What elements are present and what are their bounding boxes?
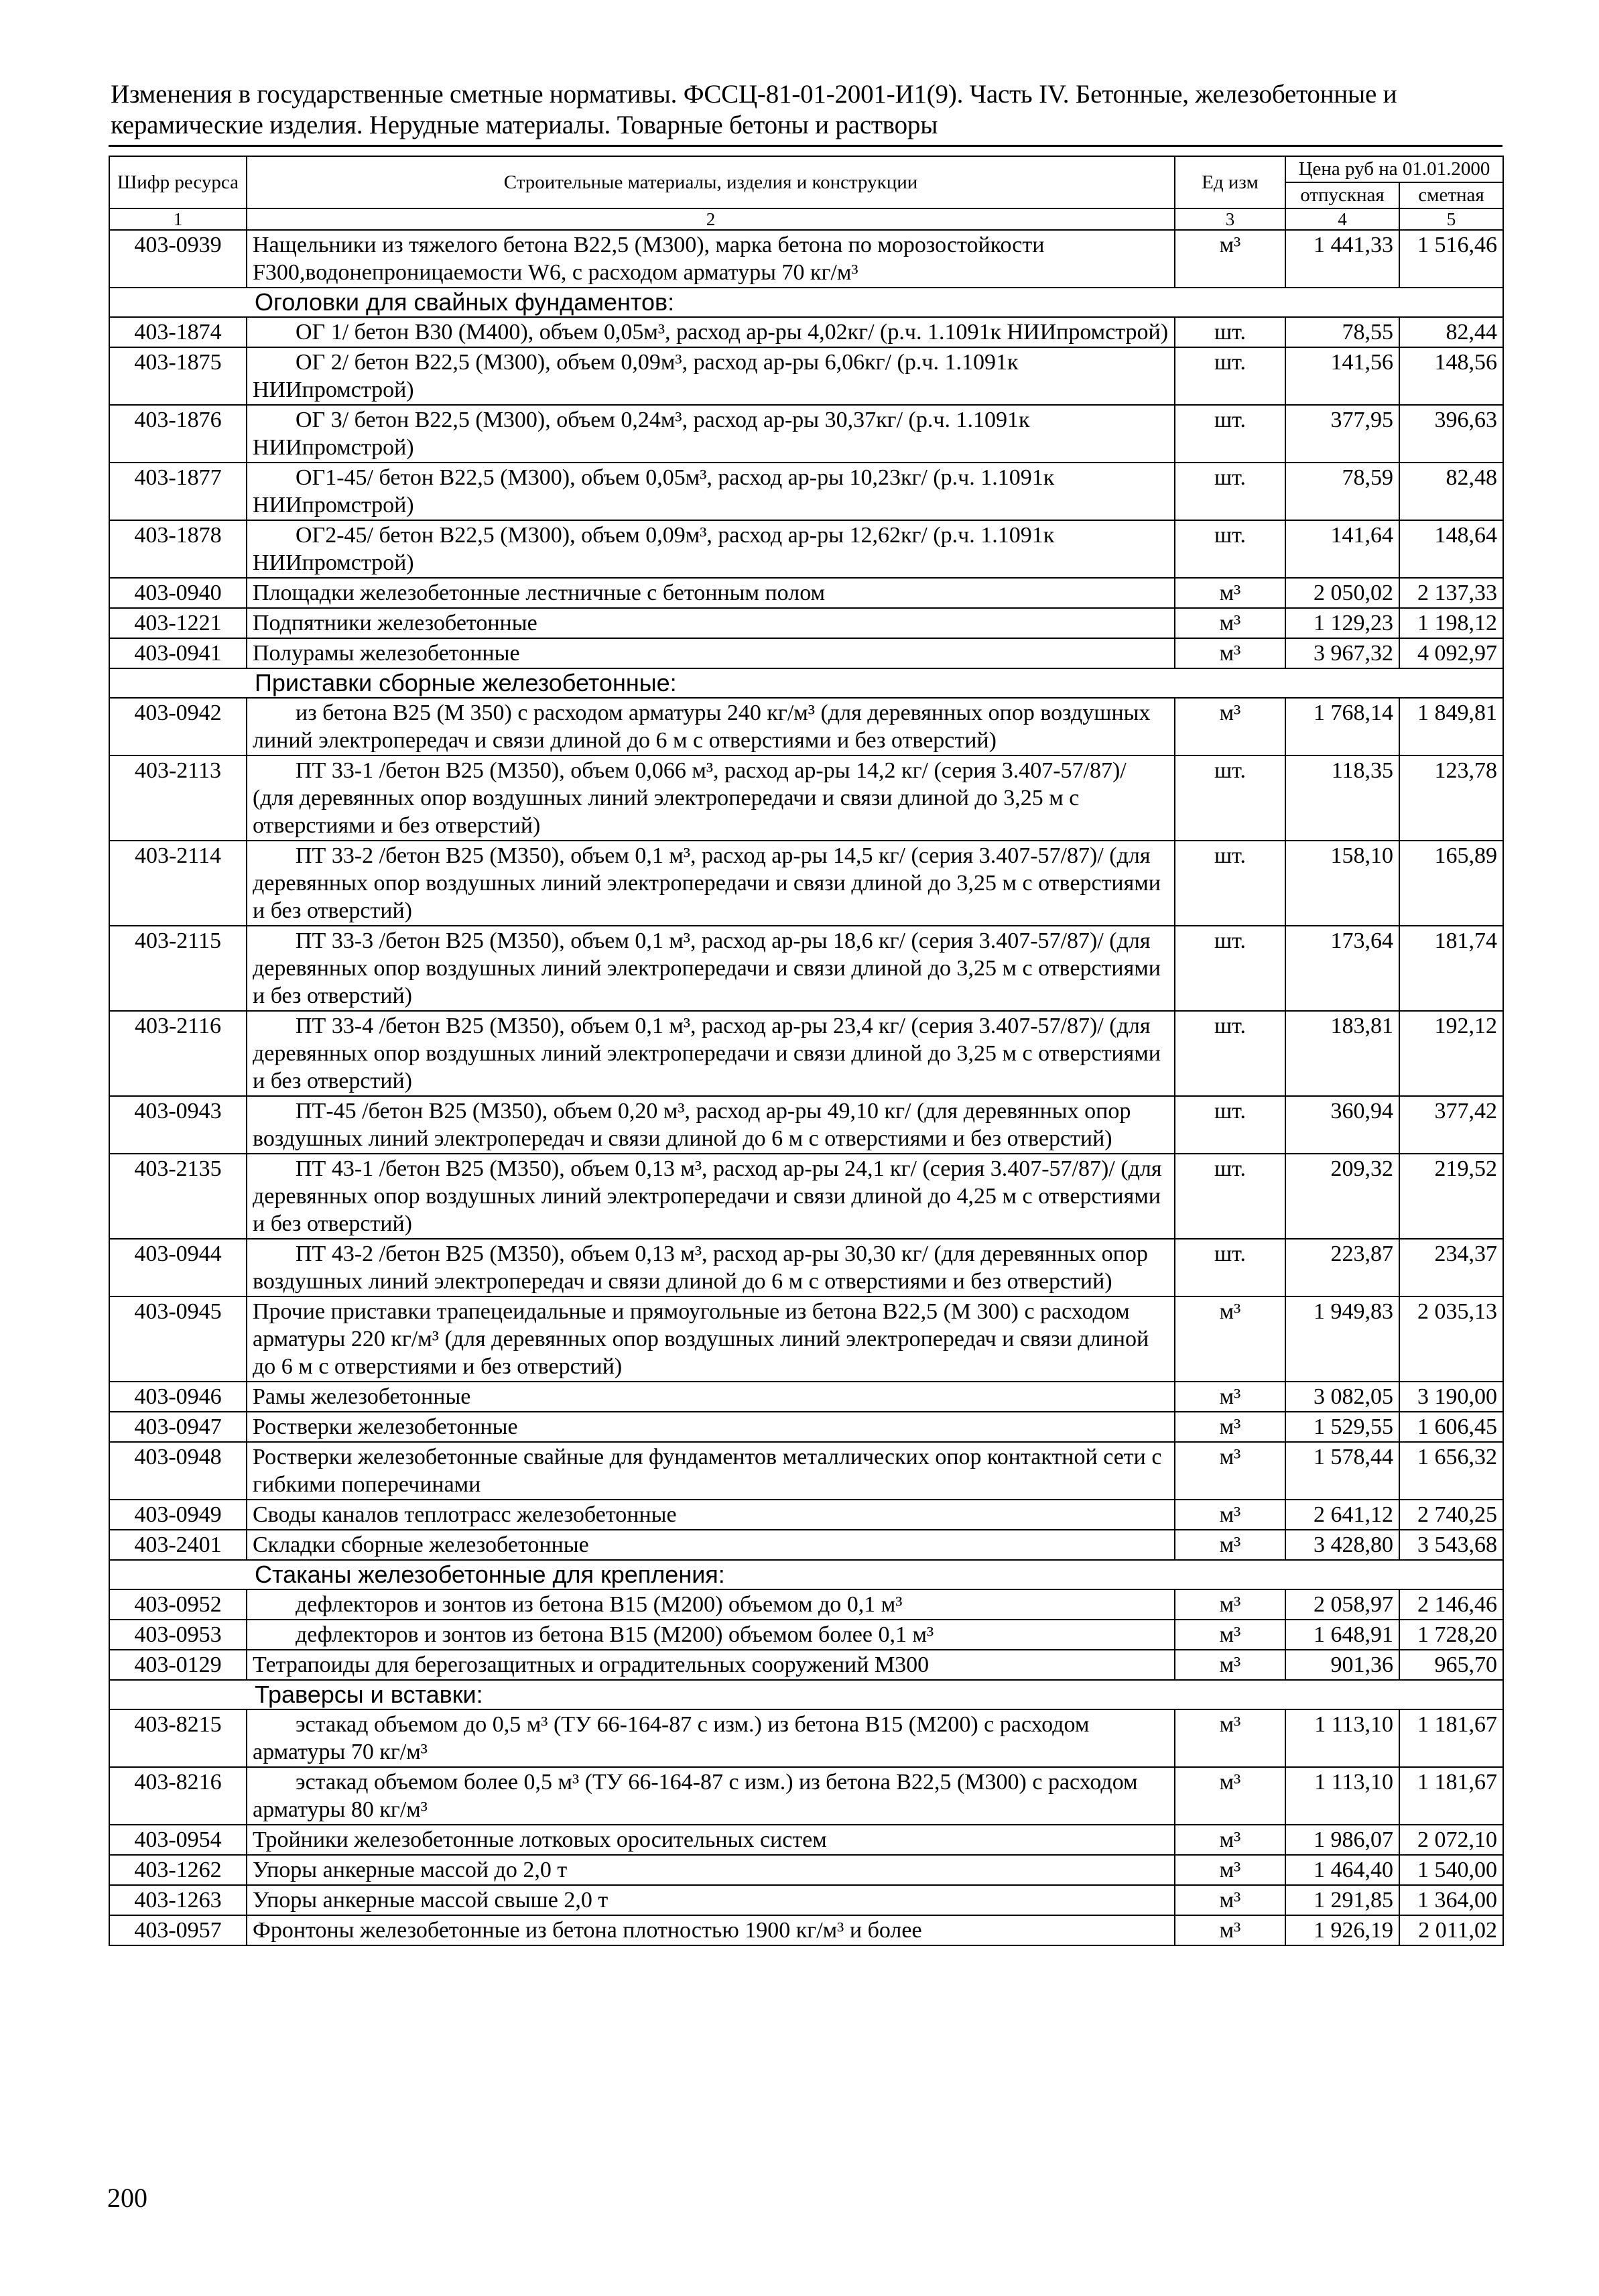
unit-cell: м³ xyxy=(1175,1915,1285,1945)
unit-cell: м³ xyxy=(1175,608,1285,638)
unit-cell: шт. xyxy=(1175,347,1285,405)
estimate-price-cell: 1 540,00 xyxy=(1399,1855,1503,1885)
table-row xyxy=(109,638,1503,668)
material-name-cell: ПТ 33-2 /бетон В25 (М350), объем 0,1 м³, расход ар-ры 14,5 кг/ (серия 3.407-57/87)/ (для деревянных опор воздушных линий электропередачи и связи длиной до 3,25 м с отверстиями и без отверстий) xyxy=(247,841,1175,926)
material-name-cell: Упоры анкерные массой до 2,0 т xyxy=(247,1855,1175,1885)
header-rule xyxy=(109,145,1502,147)
material-name-cell: ОГ 1/ бетон В30 (М400), объем 0,05м³, расход ар-ры 4,02кг/ (р.ч. 1.1091к НИИпромстрой) xyxy=(247,317,1175,347)
resource-code-cell: 403-0129 xyxy=(109,1650,247,1680)
estimate-price-cell: 3 543,68 xyxy=(1399,1530,1503,1560)
estimate-price-cell: 1 656,32 xyxy=(1399,1442,1503,1500)
release-price-cell: 2 050,02 xyxy=(1285,578,1399,608)
material-name-cell: ПТ 43-1 /бетон В25 (М350), объем 0,13 м³, расход ар-ры 24,1 кг/ (серия 3.407-57/87)/ (для деревянных опор воздушных линий электропередачи и связи длиной до 4,25 м с отверстиями и без отверстий) xyxy=(247,1154,1175,1239)
table-row xyxy=(109,347,1503,405)
release-price-cell: 360,94 xyxy=(1285,1096,1399,1154)
table-row xyxy=(109,608,1503,638)
group-header-row xyxy=(109,1560,1503,1589)
release-price-cell: 78,59 xyxy=(1285,463,1399,520)
resource-code-cell: 403-0954 xyxy=(109,1825,247,1855)
release-price-cell: 1 441,33 xyxy=(1285,230,1399,288)
table-row xyxy=(109,1239,1503,1296)
resource-code-cell: 403-0941 xyxy=(109,638,247,668)
unit-cell: м³ xyxy=(1175,1412,1285,1442)
estimate-price-cell: 2 035,13 xyxy=(1399,1296,1503,1382)
estimate-price-cell: 181,74 xyxy=(1399,926,1503,1011)
release-price-cell: 158,10 xyxy=(1285,841,1399,926)
release-price-cell: 2 641,12 xyxy=(1285,1500,1399,1530)
material-name-cell: эстакад объемом более 0,5 м³ (ТУ 66-164-87 с изм.) из бетона В22,5 (М300) с расходом арматуры 80 кг/м³ xyxy=(247,1767,1175,1825)
table-row xyxy=(109,1915,1503,1945)
estimate-price-cell: 82,48 xyxy=(1399,463,1503,520)
estimate-price-cell: 965,70 xyxy=(1399,1650,1503,1680)
group-label: Приставки сборные железобетонные: xyxy=(247,668,1503,698)
table-row xyxy=(109,520,1503,578)
resource-code-cell: 403-0946 xyxy=(109,1382,247,1412)
release-price-cell: 118,35 xyxy=(1285,756,1399,841)
unit-cell: шт. xyxy=(1175,1154,1285,1239)
estimate-price-cell: 1 181,67 xyxy=(1399,1709,1503,1767)
resource-code-cell: 403-2135 xyxy=(109,1154,247,1239)
table-row xyxy=(109,1530,1503,1560)
resource-code-cell: 403-1877 xyxy=(109,463,247,520)
unit-cell: м³ xyxy=(1175,1296,1285,1382)
unit-cell: шт. xyxy=(1175,926,1285,1011)
release-price-cell: 1 578,44 xyxy=(1285,1442,1399,1500)
group-header-row xyxy=(109,1680,1503,1709)
release-price-cell: 1 464,40 xyxy=(1285,1855,1399,1885)
table-row xyxy=(109,841,1503,926)
unit-cell: м³ xyxy=(1175,1589,1285,1620)
material-name-cell: ПТ 33-4 /бетон В25 (М350), объем 0,1 м³, расход ар-ры 23,4 кг/ (серия 3.407-57/87)/ (для деревянных опор воздушных линий электропередачи и связи длиной до 3,25 м с отверстиями и без отверстий) xyxy=(247,1011,1175,1096)
unit-cell: шт. xyxy=(1175,1096,1285,1154)
column-header-name: Строительные материалы, изделия и конструкции xyxy=(247,156,1175,208)
resource-code-cell: 403-0947 xyxy=(109,1412,247,1442)
column-header-code: Шифр ресурса xyxy=(109,156,247,208)
estimate-price-cell: 2 740,25 xyxy=(1399,1500,1503,1530)
table-row xyxy=(109,1096,1503,1154)
estimate-price-cell: 1 728,20 xyxy=(1399,1620,1503,1650)
table-row xyxy=(109,1620,1503,1650)
unit-cell: м³ xyxy=(1175,1650,1285,1680)
unit-cell: м³ xyxy=(1175,578,1285,608)
unit-cell: м³ xyxy=(1175,1709,1285,1767)
release-price-cell: 1 949,83 xyxy=(1285,1296,1399,1382)
unit-cell: м³ xyxy=(1175,1442,1285,1500)
resource-code-cell: 403-0939 xyxy=(109,230,247,288)
table-body xyxy=(109,230,1503,1945)
estimate-price-cell: 2 011,02 xyxy=(1399,1915,1503,1945)
release-price-cell: 1 768,14 xyxy=(1285,698,1399,756)
table-row xyxy=(109,1825,1503,1855)
table-row xyxy=(109,756,1503,841)
table-row xyxy=(109,405,1503,463)
resource-code-cell: 403-8215 xyxy=(109,1709,247,1767)
unit-cell: м³ xyxy=(1175,1620,1285,1650)
estimate-price-cell: 2 146,46 xyxy=(1399,1589,1503,1620)
material-name-cell: Подпятники железобетонные xyxy=(247,608,1175,638)
estimate-price-cell: 2 137,33 xyxy=(1399,578,1503,608)
resource-code-cell: 403-8216 xyxy=(109,1767,247,1825)
release-price-cell: 141,64 xyxy=(1285,520,1399,578)
material-name-cell: Фронтоны железобетонные из бетона плотностью 1900 кг/м³ и более xyxy=(247,1915,1175,1945)
release-price-cell: 1 986,07 xyxy=(1285,1825,1399,1855)
column-header-unit: Ед изм xyxy=(1175,156,1285,208)
unit-cell: м³ xyxy=(1175,1382,1285,1412)
estimate-price-cell: 165,89 xyxy=(1399,841,1503,926)
release-price-cell: 1 529,55 xyxy=(1285,1412,1399,1442)
estimate-price-cell: 1 181,67 xyxy=(1399,1767,1503,1825)
table-row xyxy=(109,463,1503,520)
material-name-cell: дефлекторов и зонтов из бетона В15 (М200) объемом до 0,1 м³ xyxy=(247,1589,1175,1620)
release-price-cell: 1 648,91 xyxy=(1285,1620,1399,1650)
group-header-row xyxy=(109,668,1503,698)
estimate-price-cell: 4 092,97 xyxy=(1399,638,1503,668)
group-label: Оголовки для свайных фундаментов: xyxy=(247,288,1503,317)
material-name-cell: Упоры анкерные массой свыше 2,0 т xyxy=(247,1885,1175,1915)
column-index: 2 xyxy=(247,208,1175,230)
estimate-price-cell: 1 606,45 xyxy=(1399,1412,1503,1442)
material-name-cell: дефлекторов и зонтов из бетона В15 (М200) объемом более 0,1 м³ xyxy=(247,1620,1175,1650)
unit-cell: м³ xyxy=(1175,1500,1285,1530)
resource-code-cell: 403-0940 xyxy=(109,578,247,608)
table-row xyxy=(109,230,1503,288)
estimate-price-cell: 2 072,10 xyxy=(1399,1825,1503,1855)
estimate-price-cell: 3 190,00 xyxy=(1399,1382,1503,1412)
release-price-cell: 901,36 xyxy=(1285,1650,1399,1680)
estimate-price-cell: 396,63 xyxy=(1399,405,1503,463)
table-row xyxy=(109,1382,1503,1412)
release-price-cell: 3 428,80 xyxy=(1285,1530,1399,1560)
column-index: 3 xyxy=(1175,208,1285,230)
release-price-cell: 141,56 xyxy=(1285,347,1399,405)
material-name-cell: Ростверки железобетонные свайные для фундаментов металлических опор контактной сети с гибкими поперечинами xyxy=(247,1442,1175,1500)
resource-code-cell: 403-1878 xyxy=(109,520,247,578)
unit-cell: м³ xyxy=(1175,698,1285,756)
release-price-cell: 183,81 xyxy=(1285,1011,1399,1096)
estimate-price-cell: 234,37 xyxy=(1399,1239,1503,1296)
unit-cell: шт. xyxy=(1175,1239,1285,1296)
release-price-cell: 209,32 xyxy=(1285,1154,1399,1239)
estimate-price-cell: 219,52 xyxy=(1399,1154,1503,1239)
group-code-cell xyxy=(109,1560,247,1589)
material-name-cell: Своды каналов теплотрасс железобетонные xyxy=(247,1500,1175,1530)
resource-code-cell: 403-2115 xyxy=(109,926,247,1011)
resource-code-cell: 403-0952 xyxy=(109,1589,247,1620)
estimate-price-cell: 1 516,46 xyxy=(1399,230,1503,288)
material-name-cell: ОГ 2/ бетон В22,5 (М300), объем 0,09м³, расход ар-ры 6,06кг/ (р.ч. 1.1091к НИИпромстрой) xyxy=(247,347,1175,405)
unit-cell: шт. xyxy=(1175,841,1285,926)
unit-cell: шт. xyxy=(1175,463,1285,520)
estimate-price-cell: 377,42 xyxy=(1399,1096,1503,1154)
column-index: 5 xyxy=(1399,208,1503,230)
material-name-cell: Нащельники из тяжелого бетона В22,5 (М300), марка бетона по морозостойкости F300,водонепроницаемости W6, с расходом арматуры 70 кг/м³ xyxy=(247,230,1175,288)
unit-cell: м³ xyxy=(1175,1530,1285,1560)
table-header xyxy=(109,156,1503,230)
release-price-cell: 78,55 xyxy=(1285,317,1399,347)
material-name-cell: ПТ-45 /бетон В25 (М350), объем 0,20 м³, расход ар-ры 49,10 кг/ (для деревянных опор воздушных линий электропередач и связи длиной до 6 м с отверстиями и без отверстий) xyxy=(247,1096,1175,1154)
group-header-row xyxy=(109,288,1503,317)
release-price-cell: 1 291,85 xyxy=(1285,1885,1399,1915)
resource-code-cell: 403-0942 xyxy=(109,698,247,756)
estimate-price-cell: 148,64 xyxy=(1399,520,1503,578)
resource-code-cell: 403-2113 xyxy=(109,756,247,841)
release-price-cell: 1 113,10 xyxy=(1285,1767,1399,1825)
estimate-price-cell: 82,44 xyxy=(1399,317,1503,347)
column-header-estimate-price: сметная xyxy=(1399,182,1503,208)
table-row xyxy=(109,1650,1503,1680)
column-header-release-price: отпускная xyxy=(1285,182,1399,208)
resource-code-cell: 403-0948 xyxy=(109,1442,247,1500)
release-price-cell: 223,87 xyxy=(1285,1239,1399,1296)
table-row xyxy=(109,1442,1503,1500)
unit-cell: м³ xyxy=(1175,1855,1285,1885)
unit-cell: шт. xyxy=(1175,405,1285,463)
page-number: 200 xyxy=(107,2183,147,2213)
price-table xyxy=(109,156,1504,1946)
group-label: Траверсы и вставки: xyxy=(247,1680,1503,1709)
release-price-cell: 2 058,97 xyxy=(1285,1589,1399,1620)
unit-cell: м³ xyxy=(1175,1767,1285,1825)
unit-cell: м³ xyxy=(1175,638,1285,668)
resource-code-cell: 403-1262 xyxy=(109,1855,247,1885)
material-name-cell: ОГ1-45/ бетон В22,5 (М300), объем 0,05м³, расход ар-ры 10,23кг/ (р.ч. 1.1091к НИИпромстрой) xyxy=(247,463,1175,520)
resource-code-cell: 403-0953 xyxy=(109,1620,247,1650)
material-name-cell: Площадки железобетонные лестничные с бетонным полом xyxy=(247,578,1175,608)
estimate-price-cell: 1 849,81 xyxy=(1399,698,1503,756)
estimate-price-cell: 1 364,00 xyxy=(1399,1885,1503,1915)
table-row xyxy=(109,1589,1503,1620)
release-price-cell: 377,95 xyxy=(1285,405,1399,463)
unit-cell: шт. xyxy=(1175,317,1285,347)
group-code-cell xyxy=(109,668,247,698)
resource-code-cell: 403-1875 xyxy=(109,347,247,405)
material-name-cell: ОГ2-45/ бетон В22,5 (М300), объем 0,09м³, расход ар-ры 12,62кг/ (р.ч. 1.1091к НИИпромстрой) xyxy=(247,520,1175,578)
release-price-cell: 3 967,32 xyxy=(1285,638,1399,668)
table-row xyxy=(109,1767,1503,1825)
table-row xyxy=(109,317,1503,347)
group-code-cell xyxy=(109,1680,247,1709)
resource-code-cell: 403-2401 xyxy=(109,1530,247,1560)
group-label: Стаканы железобетонные для крепления: xyxy=(247,1560,1503,1589)
unit-cell: шт. xyxy=(1175,520,1285,578)
material-name-cell: Тетрапоиды для берегозащитных и оградительных сооружений М300 xyxy=(247,1650,1175,1680)
resource-code-cell: 403-1874 xyxy=(109,317,247,347)
material-name-cell: из бетона В25 (М 350) с расходом арматуры 240 кг/м³ (для деревянных опор воздушных линий электропередач и связи длиной до 6 м с отверстиями и без отверстий) xyxy=(247,698,1175,756)
material-name-cell: Складки сборные железобетонные xyxy=(247,1530,1175,1560)
resource-code-cell: 403-0943 xyxy=(109,1096,247,1154)
unit-cell: шт. xyxy=(1175,756,1285,841)
table-row xyxy=(109,578,1503,608)
resource-code-cell: 403-1221 xyxy=(109,608,247,638)
document-title: Изменения в государственные сметные нормативы. ФССЦ-81-01-2001-И1(9). Часть IV. Бетонные, железобетонные и керамические изделия. Нерудные материалы. Товарные бетоны и растворы xyxy=(111,80,1397,139)
table-row xyxy=(109,698,1503,756)
material-name-cell: ПТ 43-2 /бетон В25 (М350), объем 0,13 м³, расход ар-ры 30,30 кг/ (для деревянных опор воздушных линий электропередач и связи длиной до 6 м с отверстиями и без отверстий) xyxy=(247,1239,1175,1296)
resource-code-cell: 403-0944 xyxy=(109,1239,247,1296)
release-price-cell: 1 113,10 xyxy=(1285,1709,1399,1767)
material-name-cell: Полурамы железобетонные xyxy=(247,638,1175,668)
resource-code-cell: 403-0957 xyxy=(109,1915,247,1945)
resource-code-cell: 403-1263 xyxy=(109,1885,247,1915)
estimate-price-cell: 192,12 xyxy=(1399,1011,1503,1096)
release-price-cell: 3 082,05 xyxy=(1285,1382,1399,1412)
unit-cell: м³ xyxy=(1175,230,1285,288)
material-name-cell: Ростверки железобетонные xyxy=(247,1412,1175,1442)
table-row xyxy=(109,926,1503,1011)
material-name-cell: ПТ 33-3 /бетон В25 (М350), объем 0,1 м³, расход ар-ры 18,6 кг/ (серия 3.407-57/87)/ (для деревянных опор воздушных линий электропередачи и связи длиной до 3,25 м с отверстиями и без отверстий) xyxy=(247,926,1175,1011)
table-row xyxy=(109,1709,1503,1767)
unit-cell: м³ xyxy=(1175,1825,1285,1855)
release-price-cell: 1 926,19 xyxy=(1285,1915,1399,1945)
resource-code-cell: 403-0945 xyxy=(109,1296,247,1382)
material-name-cell: эстакад объемом до 0,5 м³ (ТУ 66-164-87 с изм.) из бетона В15 (М200) с расходом арматуры 70 кг/м³ xyxy=(247,1709,1175,1767)
group-code-cell xyxy=(109,288,247,317)
table-row xyxy=(109,1154,1503,1239)
estimate-price-cell: 123,78 xyxy=(1399,756,1503,841)
column-header-price: Цена руб на 01.01.2000 xyxy=(1285,156,1503,182)
resource-code-cell: 403-2116 xyxy=(109,1011,247,1096)
material-name-cell: ПТ 33-1 /бетон В25 (М350), объем 0,066 м³, расход ар-ры 14,2 кг/ (серия 3.407-57/87)/ (для деревянных опор воздушных линий электропередачи и связи длиной до 3,25 м с отверстиями и без отверстий) xyxy=(247,756,1175,841)
release-price-cell: 1 129,23 xyxy=(1285,608,1399,638)
estimate-price-cell: 148,56 xyxy=(1399,347,1503,405)
table-row xyxy=(109,1296,1503,1382)
page-header xyxy=(111,79,1498,141)
table-row xyxy=(109,1412,1503,1442)
table-row xyxy=(109,1011,1503,1096)
material-name-cell: Тройники железобетонные лотковых оросительных систем xyxy=(247,1825,1175,1855)
material-name-cell: Рамы железобетонные xyxy=(247,1382,1175,1412)
table-row xyxy=(109,1500,1503,1530)
resource-code-cell: 403-0949 xyxy=(109,1500,247,1530)
material-name-cell: Прочие приставки трапецеидальные и прямоугольные из бетона В22,5 (М 300) с расходом арматуры 220 кг/м³ (для деревянных опор воздушных линий электропередач и связи длиной до 6 м с отверстиями и без отверстий) xyxy=(247,1296,1175,1382)
unit-cell: шт. xyxy=(1175,1011,1285,1096)
estimate-price-cell: 1 198,12 xyxy=(1399,608,1503,638)
table-row xyxy=(109,1885,1503,1915)
resource-code-cell: 403-1876 xyxy=(109,405,247,463)
material-name-cell: ОГ 3/ бетон В22,5 (М300), объем 0,24м³, расход ар-ры 30,37кг/ (р.ч. 1.1091к НИИпромстрой) xyxy=(247,405,1175,463)
column-index: 4 xyxy=(1285,208,1399,230)
table-row xyxy=(109,1855,1503,1885)
column-index: 1 xyxy=(109,208,247,230)
resource-code-cell: 403-2114 xyxy=(109,841,247,926)
release-price-cell: 173,64 xyxy=(1285,926,1399,1011)
unit-cell: м³ xyxy=(1175,1885,1285,1915)
